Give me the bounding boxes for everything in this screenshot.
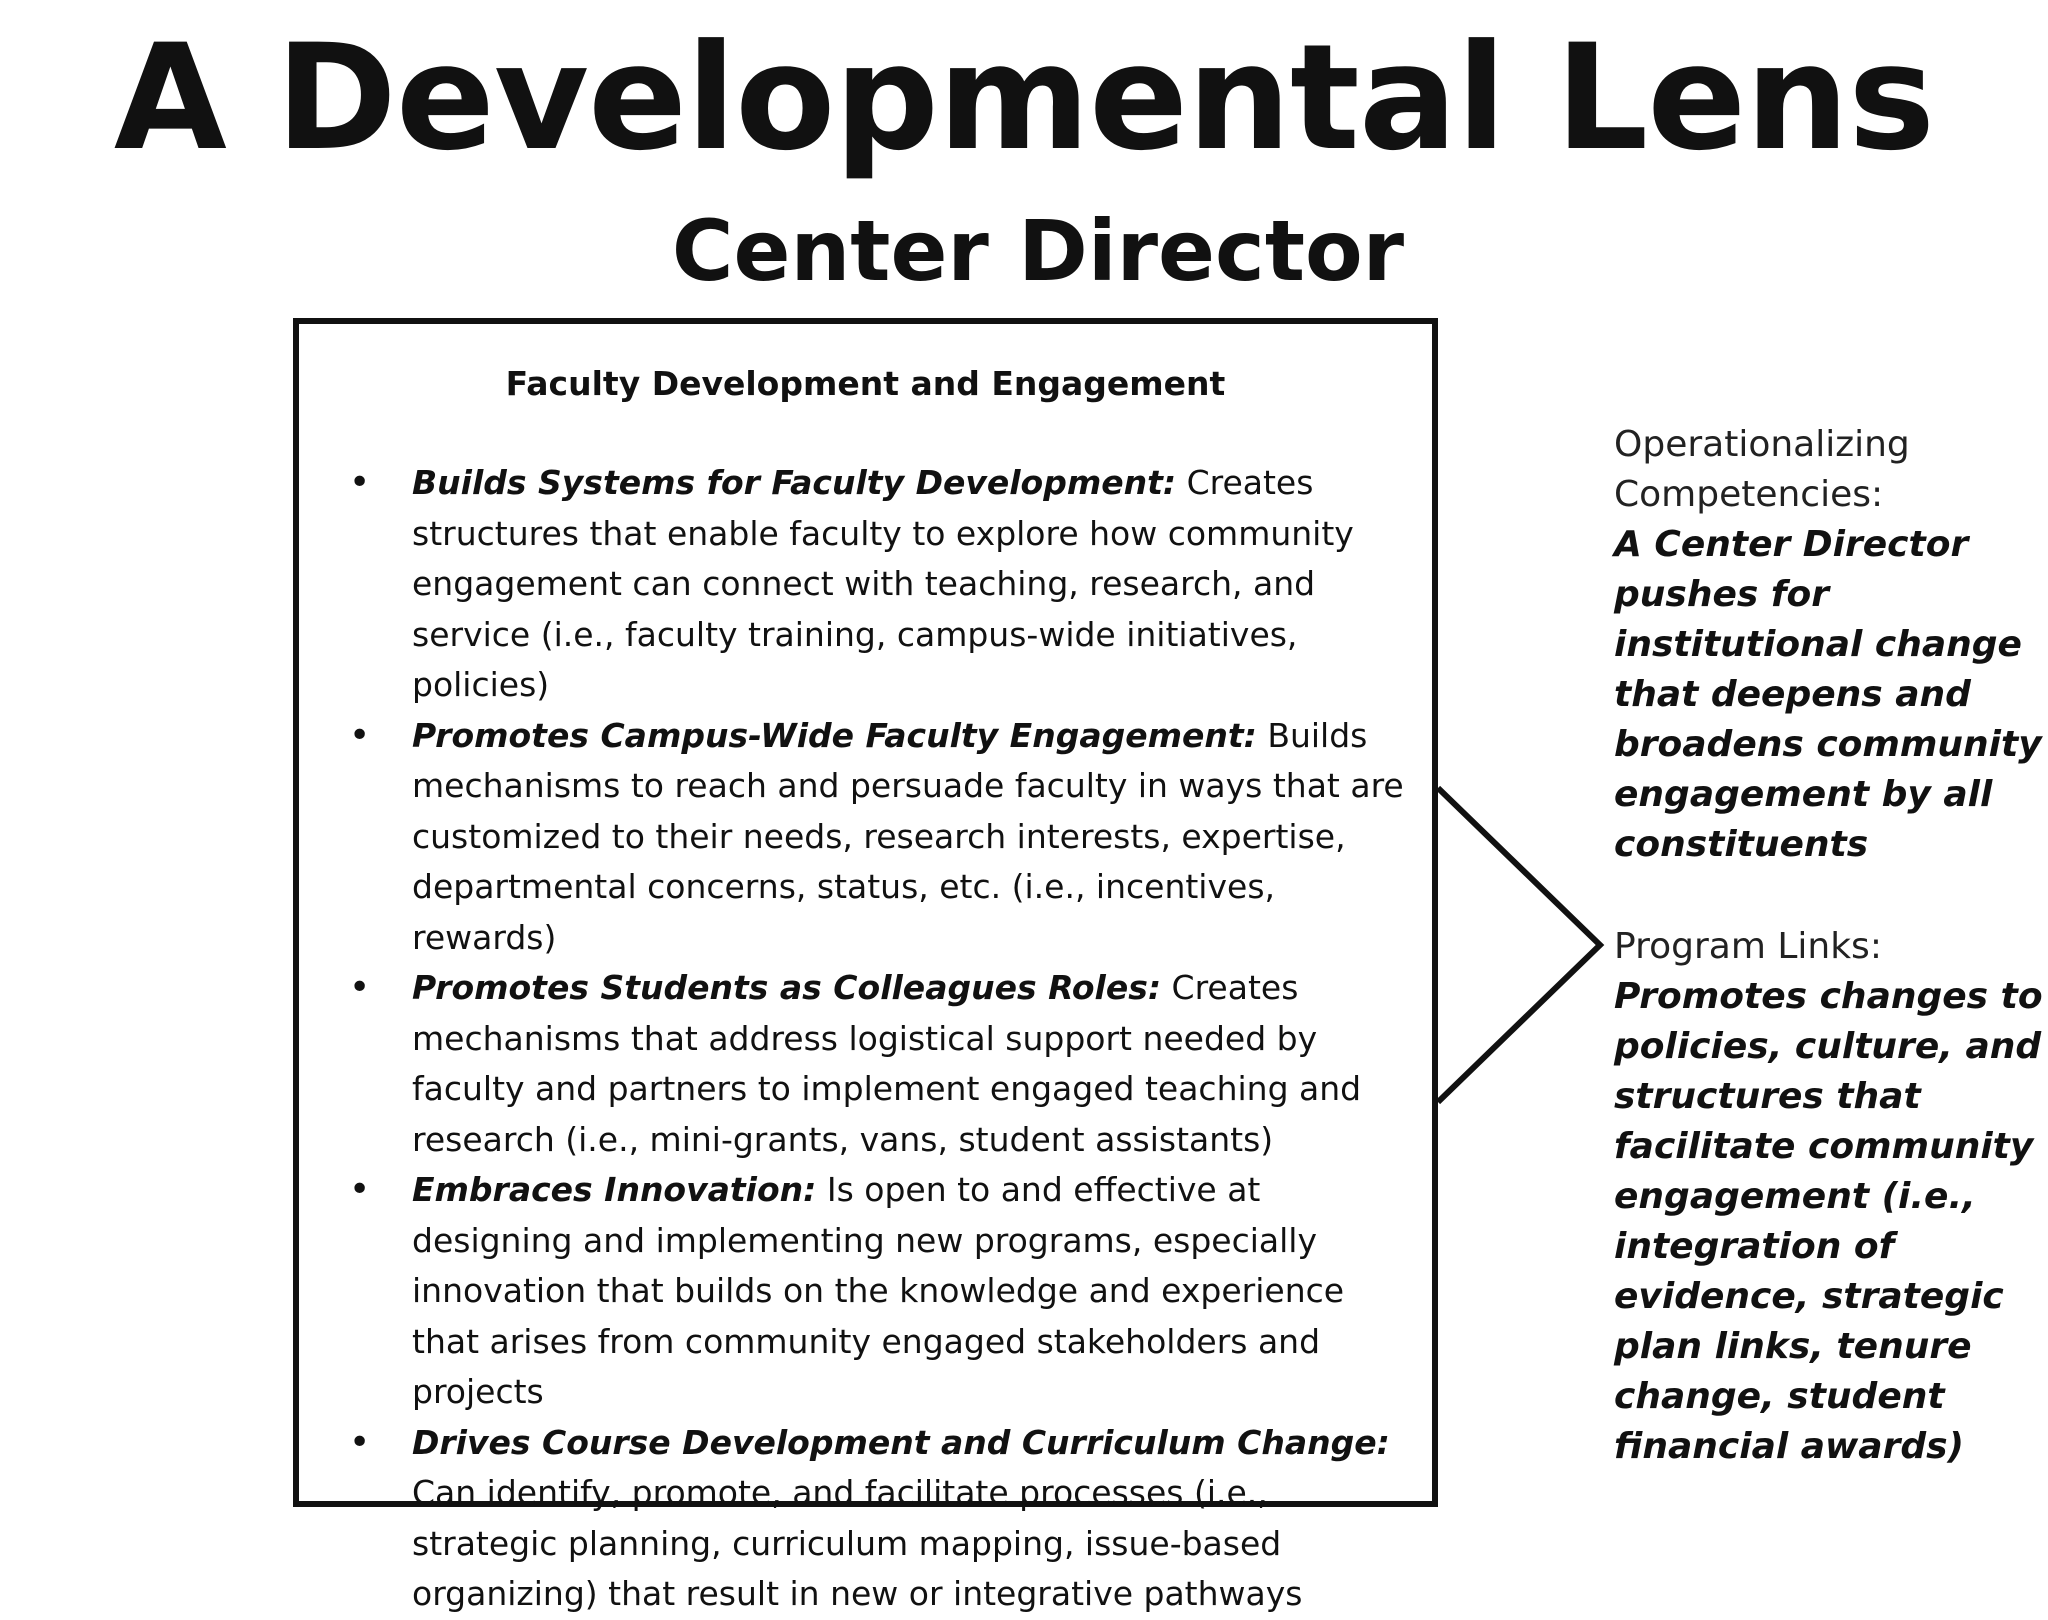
item-text: Creates mechanisms that address logistical support needed by faculty and partners to implement engaged teaching and research (i.e., mini-grants, vans, student assistants)	[412, 968, 1362, 1159]
competency-box	[293, 318, 1438, 1613]
program-links-block	[1614, 922, 2044, 1472]
slide-title: A Developmental Lens	[113, 13, 1935, 183]
list-item	[349, 458, 1414, 711]
item-term: Promotes Campus-Wide Faculty Engagement:	[412, 715, 1257, 755]
slide-subtitle: Center Director	[671, 202, 1405, 300]
list-item	[349, 1165, 1414, 1418]
item-text: Can identify, promote, and facilitate processes (i.e., strategic planning, curriculum mapping, issue-based organizing) that result in new or integrative pathways	[412, 1473, 1303, 1613]
program-links-label: Program Links:	[1614, 926, 1882, 967]
item-term: Embraces Innovation:	[412, 1170, 817, 1209]
item-term: Drives Course Development and Curriculum Change:	[412, 1422, 1390, 1462]
item-term: Builds Systems for Faculty Development:	[412, 463, 1177, 502]
list-item	[349, 711, 1414, 964]
operationalizing-label: Operationalizing Competencies:	[1614, 424, 1910, 515]
operationalizing-text: A Center Director pushes for institutional change that deepens and broadens community engagement by all constituents	[1614, 524, 2042, 865]
competency-list	[349, 458, 1414, 1620]
operationalizing-block	[1614, 420, 2044, 870]
item-text: Builds mechanisms to reach and persuade faculty in ways that are customized to their needs, research interests, expertise, departmental concerns, status, etc. (i.e., incentives, rewards)	[412, 715, 1404, 957]
item-term: Promotes Students as Colleagues Roles:	[412, 968, 1162, 1007]
list-item	[349, 963, 1414, 1165]
box-heading: Faculty Development and Engagement	[505, 364, 1226, 403]
program-links-text: Promotes changes to policies, culture, and structures that facilitate community engagement (i.e., integration of evidence, strategic plan links, tenure change, student financial awards)	[1614, 976, 2043, 1467]
list-item	[349, 1418, 1414, 1620]
item-text: Is open to and effective at designing and implementing new programs, especially innovation that builds on the knowledge and experience that arises from community engaged stakeholders and projects	[412, 1170, 1345, 1411]
item-text: Creates structures that enable faculty to explore how community engagement can connect with teaching, research, and service (i.e., faculty training, campus-wide initiatives, policies)	[412, 463, 1354, 704]
